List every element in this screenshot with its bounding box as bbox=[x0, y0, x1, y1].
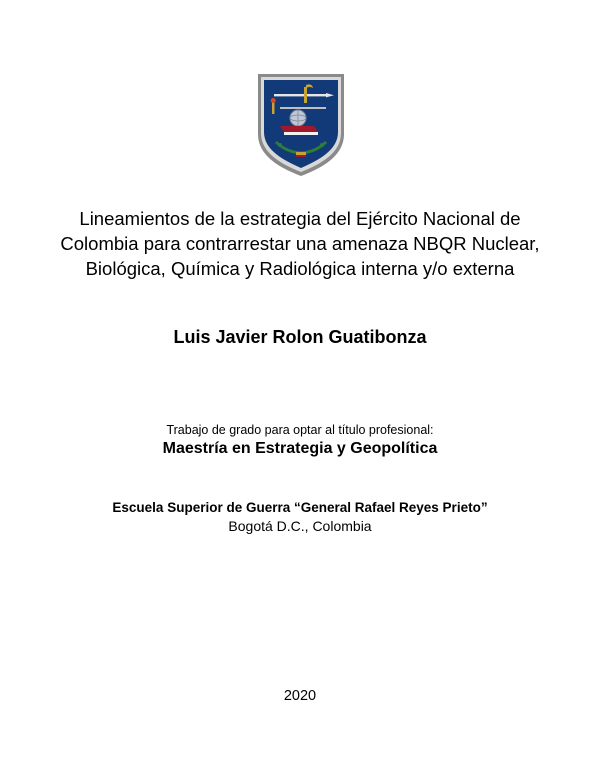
school-name: Escuela Superior de Guerra “General Rafael Reyes Prieto” bbox=[112, 500, 488, 515]
author-name: Luis Javier Rolon Guatibonza bbox=[173, 327, 427, 347]
document-title: Lineamientos de la estrategia del Ejército Nacional de Colombia para contrarrestar una amenaza NBQR Nuclear, Biológica, Química y Radiológica interna y/o externa bbox=[60, 208, 540, 279]
degree-intro: Trabajo de grado para optar al título profesional: bbox=[166, 423, 434, 437]
military-school-shield-icon bbox=[256, 72, 346, 178]
degree-name: Maestría en Estrategia y Geopolítica bbox=[162, 440, 438, 457]
publication-year: 2020 bbox=[283, 688, 317, 704]
city-name: Bogotá D.C., Colombia bbox=[228, 518, 372, 534]
